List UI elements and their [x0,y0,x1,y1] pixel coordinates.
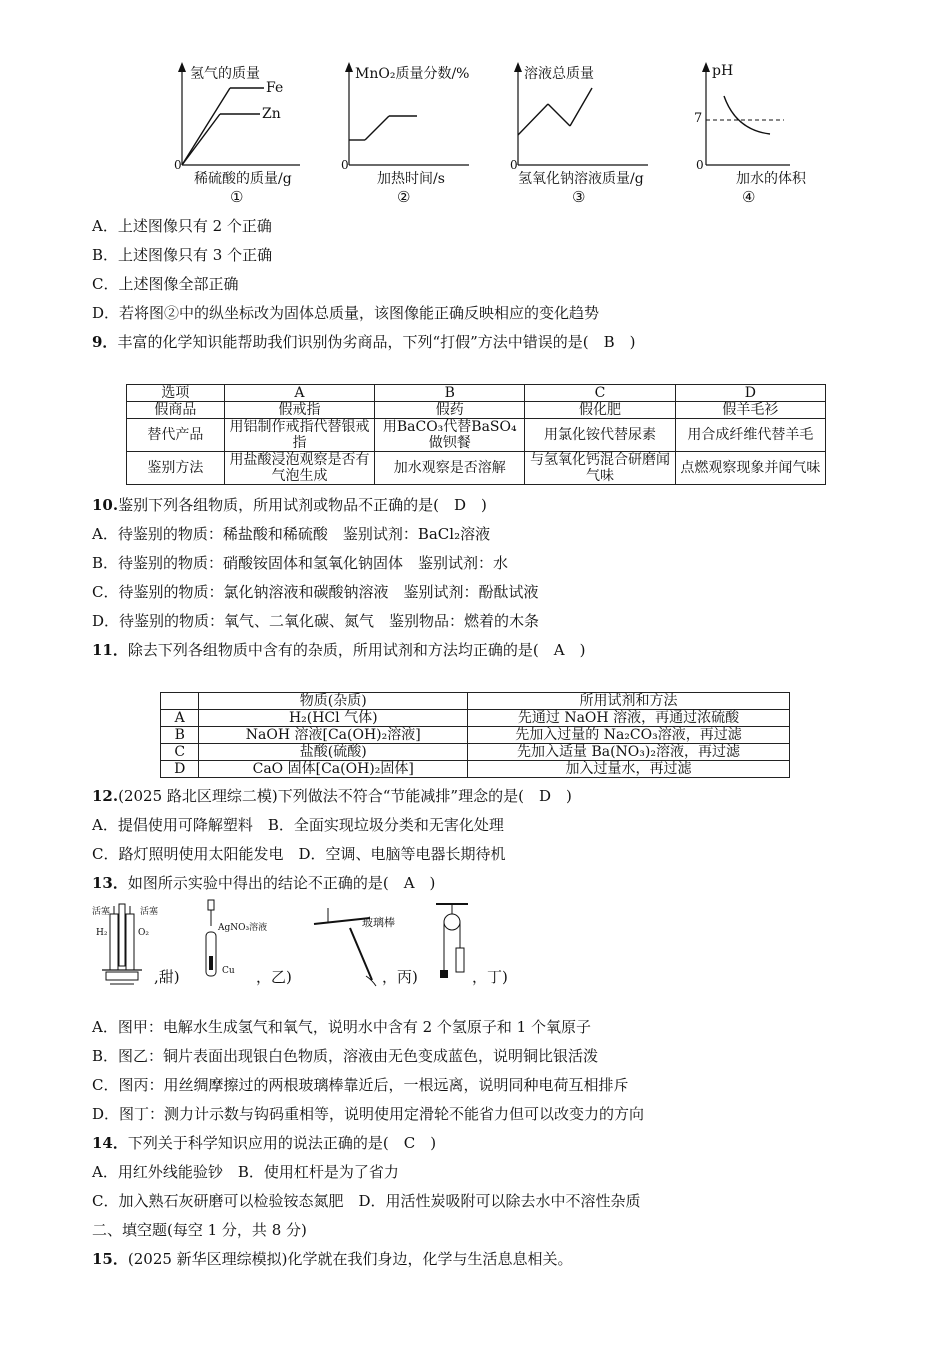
table-9 [126,384,826,485]
q8-option-c: C．上述图像全部正确 [92,275,239,293]
question-11-number: 11． [92,641,128,659]
question-11-text: 除去下列各组物质中含有的杂质，所用试剂和方法均正确的是( A ) [127,641,586,659]
chart-1-origin: 0 [174,158,182,172]
chart-3 [508,60,658,210]
table-row [161,744,790,761]
table-cell: B [375,385,525,402]
table-row [127,385,826,402]
table-cell: 鉴别方法 [127,452,225,485]
table-row [127,452,826,485]
label-o2: O₂ [138,928,149,938]
label-agno3: AgNO₃溶液 [218,923,268,933]
q13-option-c: C．图丙：用丝绸摩擦过的两根玻璃棒靠近后，一根远离，说明同种电荷互相排斥 [92,1076,629,1094]
table-cell: 假化肥 [525,402,675,419]
table-cell: 先加入适量 Ba(NO₃)₂溶液，再过滤 [467,744,789,761]
chart-4-origin: 0 [696,158,704,172]
table-cell: D [161,761,199,778]
table-row [161,710,790,727]
chart-4-number: ④ [742,188,756,206]
question-14 [92,1133,436,1153]
table-cell: 替代产品 [127,419,225,452]
table-cell: 假商品 [127,402,225,419]
chart-4-tick-7: 7 [694,111,703,126]
figure-bing [310,902,430,990]
table-cell: 假药 [375,402,525,419]
question-15-text: (2025 新华区理综模拟)化学就在我们身边，化学与生活息息相关。 [127,1250,573,1268]
table-cell: 先加入过量的 Na₂CO₃溶液，再过滤 [467,727,789,744]
label-huosai-1: 活塞 [92,907,111,917]
question-14-text: 下列关于科学知识应用的说法正确的是( C ) [127,1134,437,1152]
question-9-number: 9． [92,333,118,351]
table-cell: 用合成纤维代替羊毛 [675,419,825,452]
q13-option-b: B．图乙：铜片表面出现银白色物质，溶液由无色变成蓝色，说明铜比银活泼 [92,1047,599,1065]
table-cell: 盐酸(硫酸) [199,744,468,761]
q10-option-c: C．待鉴别的物质：氯化钠溶液和碳酸钠溶液 鉴别试剂：酚酞试液 [92,583,539,601]
chart-4 [690,60,830,210]
question-10-text: 鉴别下列各组物质，所用试剂或物品不正确的是( D ) [118,496,487,514]
chart-3-number: ③ [572,188,586,206]
table-cell: 用铝制作戒指代替银戒指 [224,419,374,452]
q12-option-cd: C．路灯照明使用太阳能发电 D．空调、电脑等电器长期待机 [92,845,506,863]
table-cell: A [224,385,374,402]
table-row [161,761,790,778]
table-cell: 所用试剂和方法 [467,693,789,710]
chart-1-label-zn: Zn [262,106,281,122]
chart-4-xlabel: 加水的体积 [736,171,806,187]
chart-2 [339,60,479,210]
label-glass-rod: 玻璃棒 [362,916,395,929]
q8-option-a: A．上述图像只有 2 个正确 [92,217,272,235]
question-10-number: 10. [92,496,119,514]
table-cell: 用BaCO₃代替BaSO₄做钡餐 [375,419,525,452]
q10-option-b: B．待鉴别的物质：硝酸铵固体和氢氧化钠固体 鉴别试剂：水 [92,554,509,572]
figure-jia-caption: ,甜) [154,968,180,986]
figure-ding [432,898,542,990]
figure-ding-caption: ，丁) [472,968,508,986]
table-11 [160,692,790,778]
label-h2: H₂ [96,928,108,938]
question-13-number: 13． [92,874,128,892]
question-15 [92,1249,573,1269]
table-cell: 先通过 NaOH 溶液，再通过浓硫酸 [467,710,789,727]
table-row [161,727,790,744]
table-cell: NaOH 溶液[Ca(OH)₂溶液] [199,727,468,744]
label-cu: Cu [222,966,235,976]
figure-yi-caption: ，乙) [256,968,292,986]
question-13-text: 如图所示实验中得出的结论不正确的是( A ) [127,874,436,892]
table-cell: 假羊毛衫 [675,402,825,419]
question-12-number: 12. [92,787,119,805]
question-10 [92,495,487,515]
question-15-number: 15． [92,1250,128,1268]
chart-3-xlabel: 氢氧化钠溶液质量/g [518,171,644,187]
table-row [127,419,826,452]
question-13 [92,873,435,893]
table-cell: 加入过量水，再过滤 [467,761,789,778]
table-cell: 点燃观察现象并闻气味 [675,452,825,485]
table-cell: 物质(杂质) [199,693,468,710]
table-cell: CaO 固体[Ca(OH)₂固体] [199,761,468,778]
table-cell: 用盐酸浸泡观察是否有气泡生成 [224,452,374,485]
question-12-text: (2025 路北区理综二模)下列做法不符合“节能减排”理念的是( D ) [118,787,572,805]
label-huosai-2: 活塞 [140,907,159,917]
q14-option-ab: A．用红外线能验钞 B．使用杠杆是为了省力 [92,1163,399,1181]
table-cell: C [161,744,199,761]
table-row [127,402,826,419]
chart-2-number: ② [397,188,411,206]
question-9-text: 丰富的化学知识能帮助我们识别伪劣商品，下列“打假”方法中错误的是( B ) [117,333,636,351]
table-cell: 加水观察是否溶解 [375,452,525,485]
chart-3-origin: 0 [510,158,518,172]
table-cell: 假戒指 [224,402,374,419]
chart-2-origin: 0 [341,158,349,172]
chart-4-ylabel: pH [712,63,734,79]
chart-1-label-fe: Fe [266,80,284,96]
chart-2-xlabel: 加热时间/s [377,171,445,187]
table-cell: 用氯化铵代替尿素 [525,419,675,452]
q13-option-d: D．图丁：测力计示数与钩码重相等，说明使用定滑轮不能省力但可以改变力的方向 [92,1105,645,1123]
chart-3-ylabel: 溶液总质量 [524,66,594,82]
section-2-heading: 二、填空题(每空 1 分，共 8 分) [92,1221,307,1239]
table-cell: H₂(HCl 气体) [199,710,468,727]
chart-1 [172,60,312,210]
table-row [161,693,790,710]
q13-option-a: A．图甲：电解水生成氢气和氧气，说明水中含有 2 个氢原子和 1 个氧原子 [92,1018,591,1036]
table-cell: C [525,385,675,402]
q12-option-ab: A．提倡使用可降解塑料 B．全面实现垃圾分类和无害化处理 [92,816,504,834]
figure-yi [200,896,310,990]
chart-1-number: ① [230,188,244,206]
q14-option-cd: C．加入熟石灰研磨可以检验铵态氮肥 D．用活性炭吸附可以除去水中不溶性杂质 [92,1192,641,1210]
table-cell [161,693,199,710]
table-cell: 选项 [127,385,225,402]
q10-option-d: D．待鉴别的物质：氧气、二氧化碳、氮气 鉴别物品：燃着的木条 [92,612,540,630]
q10-option-a: A．待鉴别的物质：稀盐酸和稀硫酸 鉴别试剂：BaCl₂溶液 [92,525,491,543]
chart-1-xlabel: 稀硫酸的质量/g [194,171,292,187]
chart-2-ylabel: MnO₂质量分数/% [355,66,470,82]
question-14-number: 14． [92,1134,128,1152]
figure-bing-caption: ，丙) [382,968,418,986]
q8-option-b: B．上述图像只有 3 个正确 [92,246,273,264]
question-11 [92,640,585,660]
table-cell: B [161,727,199,744]
table-cell: A [161,710,199,727]
question-12 [92,786,572,806]
table-cell: D [675,385,825,402]
table-cell: 与氢氧化钙混合研磨闻气味 [525,452,675,485]
chart-1-ylabel: 氢气的质量 [190,66,260,82]
q8-option-d: D．若将图②中的纵坐标改为固体总质量，该图像能正确反映相应的变化趋势 [92,304,600,322]
question-9 [92,332,636,352]
